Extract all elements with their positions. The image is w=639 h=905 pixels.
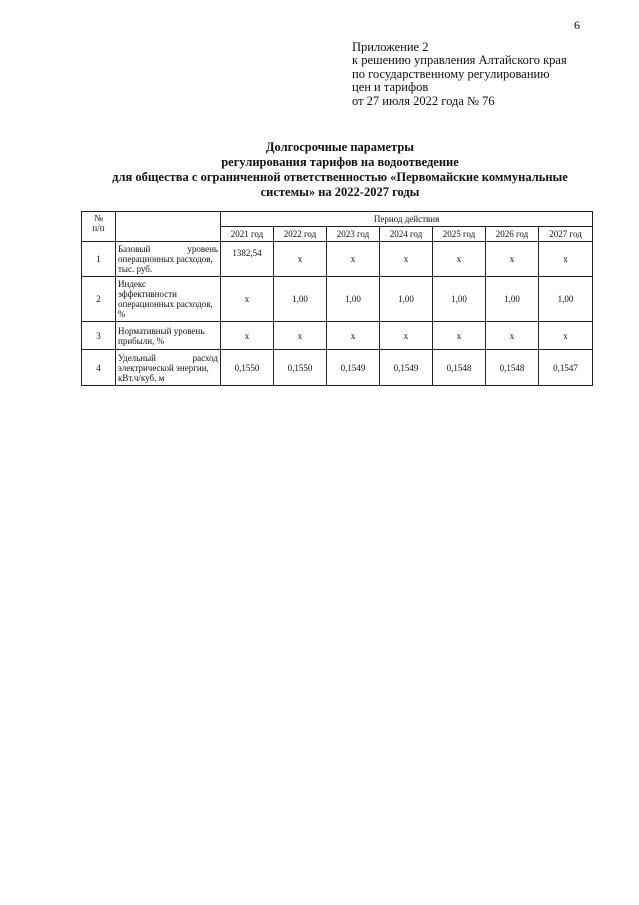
year-header: 2025 год — [433, 227, 486, 242]
row-name — [116, 350, 221, 386]
appendix-line: от 27 июля 2022 года № 76 — [352, 93, 495, 108]
appendix-line: Приложение 2 — [352, 40, 429, 54]
row-number: 1 — [82, 242, 116, 277]
cell-value: х — [486, 242, 539, 277]
row-number: 4 — [82, 350, 116, 386]
cell-value: х — [486, 322, 539, 350]
document-title — [60, 140, 620, 200]
cell-value: 0,1550 — [274, 350, 327, 386]
row-name-line: Базовый уровень — [118, 244, 218, 254]
row-name — [116, 277, 221, 322]
cell-value: 1,00 — [433, 277, 486, 322]
cell-value: х — [380, 322, 433, 350]
title-line: регулирования тарифов на водоотведение — [221, 155, 459, 169]
num-header-line: п/п — [92, 223, 105, 233]
row-name-line: Нормативный уровень — [118, 325, 205, 336]
row-name — [116, 242, 221, 277]
cell-value: 0,1549 — [327, 350, 380, 386]
appendix-header — [352, 41, 567, 108]
cell-value: 1,00 — [486, 277, 539, 322]
table-row — [82, 350, 593, 386]
table-row — [82, 322, 593, 350]
title-line: Долгосрочные параметры — [265, 140, 415, 154]
name-header — [116, 212, 221, 242]
cell-value: х — [539, 322, 593, 350]
year-header: 2027 год — [539, 227, 593, 242]
row-name-line: Удельный расход — [118, 352, 218, 363]
cell-value: х — [539, 242, 593, 277]
cell-value: х — [433, 322, 486, 350]
table-header-row — [82, 212, 593, 227]
table-row — [82, 242, 593, 277]
cell-value: х — [433, 242, 486, 277]
row-name-rest: операционных расходов, тыс. руб. — [118, 254, 213, 274]
cell-value: х — [274, 322, 327, 350]
cell-value: 0,1548 — [486, 350, 539, 386]
row-name — [116, 322, 221, 350]
year-header: 2026 год — [486, 227, 539, 242]
cell-value: х — [221, 322, 274, 350]
cell-value: 1,00 — [274, 277, 327, 322]
year-header: 2021 год — [221, 227, 274, 242]
cell-value: 0,1548 — [433, 350, 486, 386]
cell-value: 0,1550 — [221, 350, 274, 386]
appendix-line: к решению управления Алтайского края — [352, 53, 567, 68]
appendix-line: по государственному регулированию — [352, 66, 550, 81]
row-name-rest: прибыли, % — [118, 335, 165, 346]
cell-value: 1,00 — [539, 277, 593, 322]
year-header: 2024 год — [380, 227, 433, 242]
row-name-rest: эффективности операционных расходов, % — [118, 289, 213, 319]
row-number: 3 — [82, 322, 116, 350]
cell-value: 1382,54 — [221, 242, 274, 277]
page-number: 6 — [574, 18, 580, 32]
cell-value: 1,00 — [380, 277, 433, 322]
row-number: 2 — [82, 277, 116, 322]
cell-value: х — [327, 242, 380, 277]
num-header — [82, 212, 116, 242]
year-header: 2023 год — [327, 227, 380, 242]
cell-value: х — [380, 242, 433, 277]
cell-value: 0,1549 — [380, 350, 433, 386]
year-header: 2022 год — [274, 227, 327, 242]
row-name-rest: электрической энергии, кВт.ч/куб. м — [118, 362, 209, 383]
row-name-line: Индекс — [118, 279, 147, 289]
title-line: системы» на 2022-2027 годы — [260, 185, 420, 199]
title-line: для общества с ограниченной ответственностью «Первомайские коммунальные — [112, 170, 568, 184]
cell-value: 1,00 — [327, 277, 380, 322]
parameters-table — [81, 211, 593, 386]
period-header: Период действия — [221, 212, 593, 227]
num-header-line: № — [94, 213, 103, 223]
cell-value: 0,1547 — [539, 350, 593, 386]
cell-value: х — [327, 322, 380, 350]
table-row — [82, 277, 593, 322]
appendix-line: цен и тарифов — [352, 80, 429, 95]
cell-value: х — [221, 277, 274, 322]
cell-value: х — [274, 242, 327, 277]
